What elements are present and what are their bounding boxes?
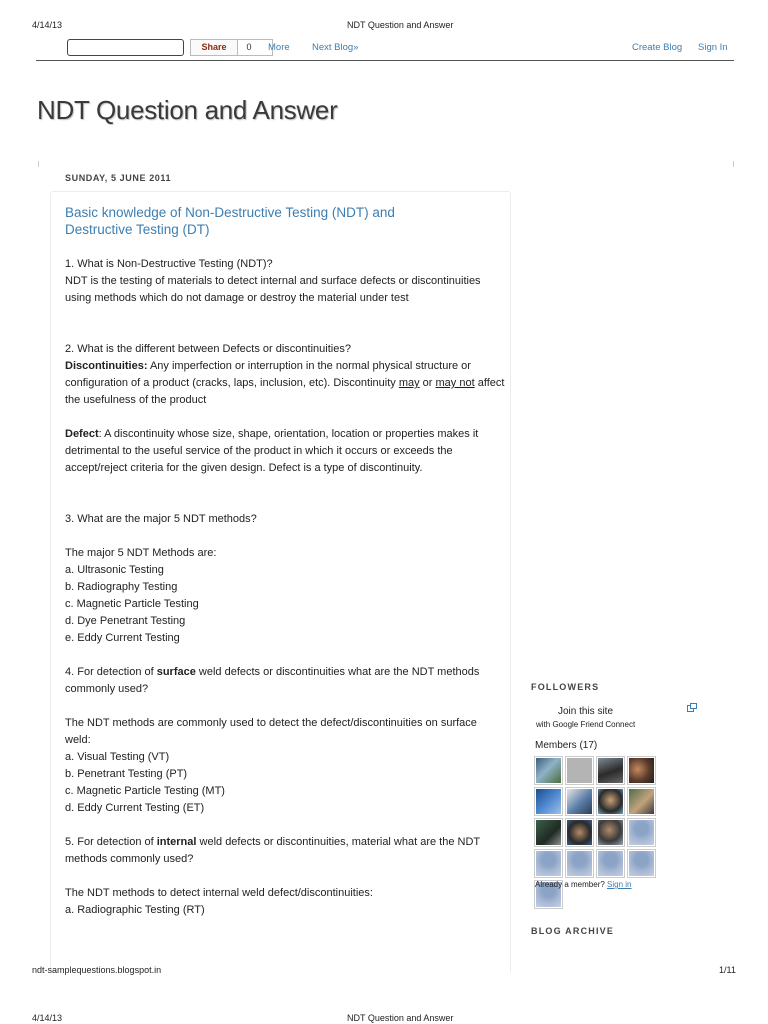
more-link[interactable]: More bbox=[268, 42, 290, 53]
answer-5-intro: The NDT methods to detect internal weld defect/discontinuities: bbox=[65, 887, 373, 899]
q5-text: 5. For detection of bbox=[65, 836, 157, 848]
avatar[interactable] bbox=[535, 850, 562, 877]
next-blog-link[interactable]: Next Blog» bbox=[312, 42, 359, 53]
content-corner-left bbox=[38, 161, 39, 167]
avatar[interactable] bbox=[597, 757, 624, 784]
avatar[interactable] bbox=[628, 757, 655, 784]
q4-bold: surface bbox=[156, 666, 196, 678]
answer-1: NDT is the testing of materials to detect internal and surface defects or discontinuities using methods which do not damage or destroy the material under test bbox=[65, 275, 481, 304]
popout-icon[interactable] bbox=[687, 703, 697, 712]
avatar[interactable] bbox=[566, 850, 593, 877]
share-widget[interactable] bbox=[190, 39, 273, 56]
q5-text-end: weld defects or discontinuities, material what are the NDT methods commonly used? bbox=[65, 836, 480, 865]
list-item: e. Eddy Current Testing bbox=[65, 632, 180, 644]
avatar[interactable] bbox=[628, 850, 655, 877]
answer-4-intro: The NDT methods are commonly used to detect the defect/discontinuities on surface weld: bbox=[65, 717, 477, 746]
content-corner-right bbox=[733, 161, 734, 167]
answer-2-discontinuities bbox=[65, 358, 505, 409]
answer-2-defect bbox=[65, 426, 505, 477]
avatar[interactable] bbox=[566, 819, 593, 846]
may-text: may bbox=[398, 377, 420, 389]
list-item: a. Radiographic Testing (RT) bbox=[65, 904, 205, 916]
avatar[interactable] bbox=[566, 757, 593, 784]
list-item: c. Magnetic Particle Testing bbox=[65, 598, 199, 610]
list-item: a. Visual Testing (VT) bbox=[65, 751, 170, 763]
question-5 bbox=[65, 834, 505, 868]
avatar[interactable] bbox=[628, 788, 655, 815]
sign-in-link[interactable]: Sign In bbox=[698, 42, 728, 53]
disc-text: Any imperfection or interruption in the normal physical structure or configuration of a product (cracks, laps, inclusion, etc). Discontinuity bbox=[65, 360, 471, 389]
print-page-number: 1/11 bbox=[719, 965, 736, 975]
question-2: 2. What is the different between Defects or discontinuities? bbox=[65, 343, 351, 355]
q5-bold: internal bbox=[156, 836, 197, 848]
blogger-navbar bbox=[36, 36, 734, 61]
question-1: 1. What is Non-Destructive Testing (NDT)? bbox=[65, 258, 273, 270]
list-item: d. Dye Penetrant Testing bbox=[65, 615, 186, 627]
question-4 bbox=[65, 664, 505, 698]
or-text: or bbox=[419, 377, 436, 389]
list-item: b. Radiography Testing bbox=[65, 581, 178, 593]
term-defect: Defect bbox=[65, 428, 99, 440]
list-item: b. Penetrant Testing (PT) bbox=[65, 768, 188, 780]
blog-search-input[interactable] bbox=[67, 39, 184, 56]
print-date: 4/14/13 bbox=[32, 20, 63, 30]
avatar[interactable] bbox=[535, 757, 562, 784]
print-page-title-2: NDT Question and Answer bbox=[347, 1013, 454, 1023]
followers-heading: FOLLOWERS bbox=[531, 682, 600, 692]
q4-text-end: weld defects or discontinuities what are the NDT methods commonly used? bbox=[65, 666, 480, 695]
may-not-text: may not bbox=[435, 377, 475, 389]
avatar[interactable] bbox=[597, 788, 624, 815]
create-blog-link[interactable]: Create Blog bbox=[632, 42, 683, 53]
avatar[interactable] bbox=[628, 819, 655, 846]
share-button[interactable]: Share bbox=[191, 40, 238, 55]
avatar[interactable] bbox=[566, 788, 593, 815]
list-item: a. Ultrasonic Testing bbox=[65, 564, 164, 576]
answer-3-intro: The major 5 NDT Methods are: bbox=[65, 547, 217, 559]
members-count: Members (17) bbox=[535, 740, 598, 751]
list-item: c. Magnetic Particle Testing (MT) bbox=[65, 785, 225, 797]
post-date-header: SUNDAY, 5 JUNE 2011 bbox=[65, 173, 172, 183]
list-item: d. Eddy Current Testing (ET) bbox=[65, 802, 205, 814]
join-site-button[interactable]: Join this site bbox=[558, 706, 614, 717]
avatar[interactable] bbox=[597, 819, 624, 846]
avatar[interactable] bbox=[597, 850, 624, 877]
gfc-label: with Google Friend Connect bbox=[536, 720, 636, 729]
print-date-2: 4/14/13 bbox=[32, 1013, 63, 1023]
term-discontinuities: Discontinuities: bbox=[65, 360, 148, 372]
disc-text-end: affect the usefulness of the product bbox=[65, 377, 505, 406]
defect-text: : A discontinuity whose size, shape, orientation, location or properties makes it detrimental to the useful service of the product in which it occurs or exceeds the accept/reject criteria for the given design. Defect is a type of discontinuity. bbox=[65, 428, 479, 474]
print-page-title: NDT Question and Answer bbox=[347, 20, 454, 30]
already-member-text bbox=[535, 880, 632, 889]
avatar[interactable] bbox=[535, 819, 562, 846]
member-sign-in-link[interactable]: Sign in bbox=[607, 880, 632, 889]
already-label: Already a member? bbox=[535, 880, 608, 889]
share-count: 0 bbox=[246, 42, 252, 52]
post-title[interactable]: Basic knowledge of Non-Destructive Testing (NDT) and Destructive Testing (DT) bbox=[65, 205, 395, 237]
q4-text: 4. For detection of bbox=[65, 666, 157, 678]
blog-title[interactable]: NDT Question and Answer bbox=[37, 95, 338, 125]
print-url: ndt-samplequestions.blogspot.in bbox=[32, 965, 162, 975]
avatar[interactable] bbox=[535, 788, 562, 815]
post-body bbox=[65, 256, 505, 919]
question-3: 3. What are the major 5 NDT methods? bbox=[65, 513, 257, 525]
blog-archive-heading: BLOG ARCHIVE bbox=[531, 926, 615, 936]
